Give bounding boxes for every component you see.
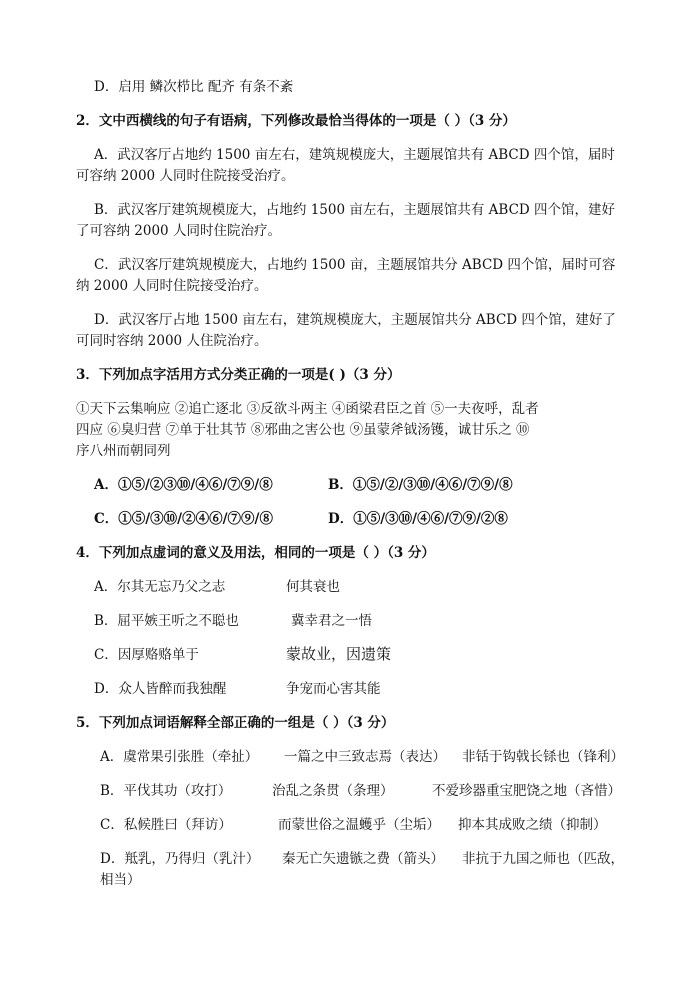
q4-option-b-right: 冀幸君之一悟 <box>291 613 372 629</box>
q3-items-line2: 四应 ⑥臭归营 ⑦单于壮其节 ⑧邪曲之害公也 ⑨虽蒙斧钺汤镬，诚甘乐之 ⑩ <box>76 422 530 438</box>
q5-option-c-3: 抑本其成败之绩（抑制） <box>458 817 607 833</box>
q3-option-c: C．①⑤/③⑩/②④⑥/⑦⑨/⑧ <box>94 511 273 527</box>
q4-option-a-left: A．尔其无忘乃父之志 <box>94 579 226 595</box>
q5-option-c-1: C．私候胜曰（拜访） <box>100 817 232 833</box>
q5-option-b-3: 不爱珍器重宝肥饶之地（吝惜） <box>432 783 621 799</box>
q5-option-b-1: B．平伐其功（攻打） <box>100 783 232 799</box>
q3-title: 3．下列加点字活用方式分类正确的一项是( )（3 分） <box>76 367 401 383</box>
q3-items-line1: ①天下云集响应 ②追亡逐北 ③反欲斗两主 ④函梁君臣之首 ⑤一夫夜呼，乱者 <box>76 401 539 417</box>
q5-option-b-2: 治乱之条贯（条理） <box>272 783 394 799</box>
q2-option-b-line1: B．武汉客厅建筑规模庞大，占地约 1500 亩左右，主题展馆共有 ABCD 四个馆，建好 <box>94 202 616 218</box>
q5-option-a-1: A．虞常果引张胜（牵扯） <box>100 749 259 765</box>
q2-option-b-line2: 了可容纳 2000 人同时住院治疗。 <box>76 223 281 239</box>
q5-option-d-3: 非抗于九国之师也（匹敌， <box>462 851 624 867</box>
q5-option-c-2: 而蒙世俗之温蠖乎（尘垢） <box>278 817 440 833</box>
q5-option-d-line2: 相当） <box>100 872 141 888</box>
q4-option-d-right: 争宠而心害其能 <box>286 681 381 697</box>
q4-option-a-right: 何其衰也 <box>286 579 340 595</box>
q2-title: 2．文中西横线的句子有语病，下列修改最恰当得体的一项是（ ）（3 分） <box>76 113 516 129</box>
q2-option-d-line1: D．武汉客厅占地 1500 亩左右，建筑规模庞大，主题展馆共分 ABCD 四个馆，建好了 <box>94 312 616 328</box>
q2-option-c-line2: 纳 2000 人同时住院接受治疗。 <box>76 278 268 294</box>
q4-option-c-right: 蒙故业，因遗策 <box>286 645 392 663</box>
q3-items-line3: 序八州而朝同列 <box>76 443 171 459</box>
q3-option-a: A．①⑤/②③⑩/④⑥/⑦⑨/⑧ <box>94 477 273 493</box>
q5-option-d-1: D．羝乳，乃得归（乳汁） <box>100 851 260 867</box>
q5-option-d-2: 秦无亡矢遗镞之费（箭头） <box>282 851 444 867</box>
q4-option-b-left: B．屈平嫉王听之不聪也 <box>94 613 239 629</box>
q5-option-a-3: 非铦于钩戟长铩也（锋利） <box>462 749 624 765</box>
q2-option-a-line1: A．武汉客厅占地约 1500 亩左右，建筑规模庞大，主题展馆共有 ABCD 四个馆，届时 <box>94 147 615 163</box>
q4-option-d-left: D．众人皆醉而我独醒 <box>94 681 227 697</box>
q5-title: 5．下列加点词语解释全部正确的一组是（ ）（3 分） <box>76 715 395 731</box>
q4-option-c-left: C．因厚赂赂单于 <box>94 647 199 663</box>
q2-option-d-line2: 可同时容纳 2000 人住院治疗。 <box>76 333 268 349</box>
q5-option-a-2: 一篇之中三致志焉（表达） <box>284 749 446 765</box>
prev-option-d: D．启用 鳞次栉比 配齐 有条不紊 <box>94 79 294 95</box>
q2-option-c-line1: C．武汉客厅建筑规模庞大，占地约 1500 亩，主题展馆共分 ABCD 四个馆，届时可容 <box>94 257 616 273</box>
q3-option-b: B．①⑤/②/③⑩/④⑥/⑦⑨/⑧ <box>328 477 513 493</box>
q4-title: 4．下列加点虚词的意义及用法，相同的一项是（ ）（3 分） <box>76 545 435 561</box>
q2-option-a-line2: 可容纳 2000 人同时住院接受治疗。 <box>76 168 295 184</box>
q3-option-d: D．①⑤/③⑩/④⑥/⑦⑨/②⑧ <box>328 511 508 527</box>
